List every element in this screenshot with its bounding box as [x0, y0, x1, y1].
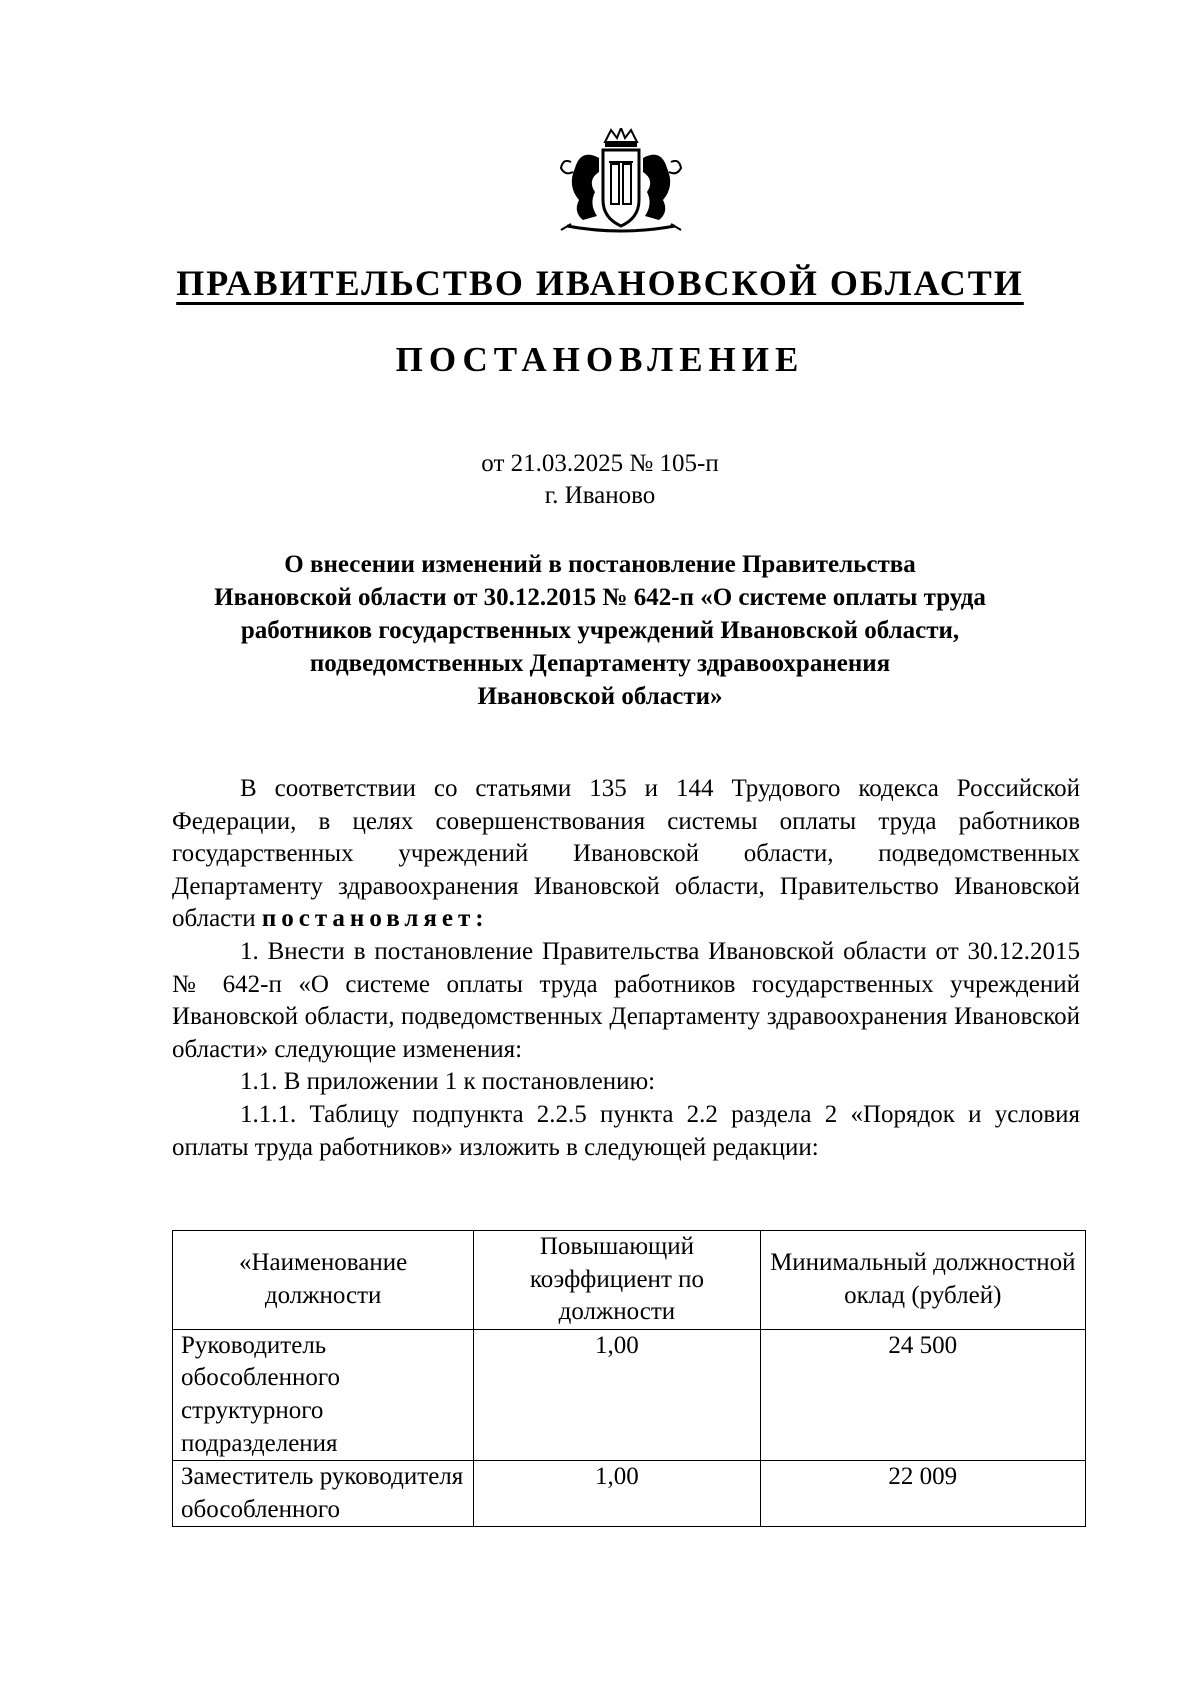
- coat-of-arms-icon: [553, 128, 690, 234]
- resolves-emphasis: постановляет:: [261, 905, 489, 933]
- document-type: ПОСТАНОВЛЕНИЕ: [395, 340, 805, 379]
- table-header-row: [173, 1231, 1086, 1330]
- body-paragraph-1: 1. Внести в постановление Правительства Ивановской области от 30.12.2015 № 642-п «О системе оплаты труда работников государственных учреждений Ивановской области, подведомственных Департаменту здравоохранения Ивановской области» следующие изменения:: [172, 937, 1080, 1063]
- document-city: г. Иваново: [544, 482, 656, 509]
- salary-cell: 22 009: [760, 1461, 1085, 1527]
- government-title-text: ПРАВИТЕЛЬСТВО ИВАНОВСКОЙ ОБЛАСТИ: [176, 263, 1024, 303]
- subject-line: подведомственных Департаменту здравоохранения: [309, 650, 891, 677]
- body-paragraph-1-1-1: 1.1.1. Таблицу подпункта 2.2.5 пункта 2.2 раздела 2 «Порядок и условия оплаты труда работников» изложить в следующей редакции:: [172, 1100, 1080, 1161]
- body-paragraph-preamble: [172, 773, 1080, 936]
- coefficient-cell: 1,00: [474, 1461, 760, 1527]
- table-header-cell: Минимальный должностной оклад (рублей): [760, 1231, 1085, 1330]
- body-paragraph-1-1: 1.1. В приложении 1 к постановлению:: [240, 1068, 656, 1096]
- subject-line: О внесении изменений в постановление Правительства: [284, 551, 916, 578]
- subject-line: работников государственных учреждений Ивановской области,: [240, 617, 960, 644]
- table-row: [173, 1461, 1086, 1527]
- preamble-text: В соответствии со статьями 135 и 144 Трудового кодекса Российской Федерации, в целях совершенствования системы оплаты труда работников государственных учреждений Ивановской области, подведомственных Департаменту здравоохранения Ивановской области, Правительство Ивановской области: [172, 775, 1080, 933]
- position-name-cell: Руководитель обособленного структурного подразделения: [173, 1329, 474, 1460]
- table-header-cell: Повышающий коэффициент по должности: [474, 1231, 760, 1330]
- subject-line: Ивановской области от 30.12.2015 № 642-п «О системе оплаты труда: [214, 584, 986, 611]
- document-date-number: от 21.03.2025 № 105-п: [481, 450, 719, 477]
- table-row: [173, 1329, 1086, 1460]
- table-header-cell: «Наименование должности: [173, 1231, 474, 1330]
- government-title: [0, 262, 1200, 304]
- document-body: [172, 773, 1080, 1164]
- position-name-cell: Заместитель руководителя обособленного: [173, 1461, 474, 1527]
- salary-table: [172, 1230, 1086, 1527]
- document-subject: [160, 548, 1040, 713]
- coefficient-cell: 1,00: [474, 1329, 760, 1460]
- salary-cell: 24 500: [760, 1329, 1085, 1460]
- subject-line: Ивановской области»: [477, 683, 723, 710]
